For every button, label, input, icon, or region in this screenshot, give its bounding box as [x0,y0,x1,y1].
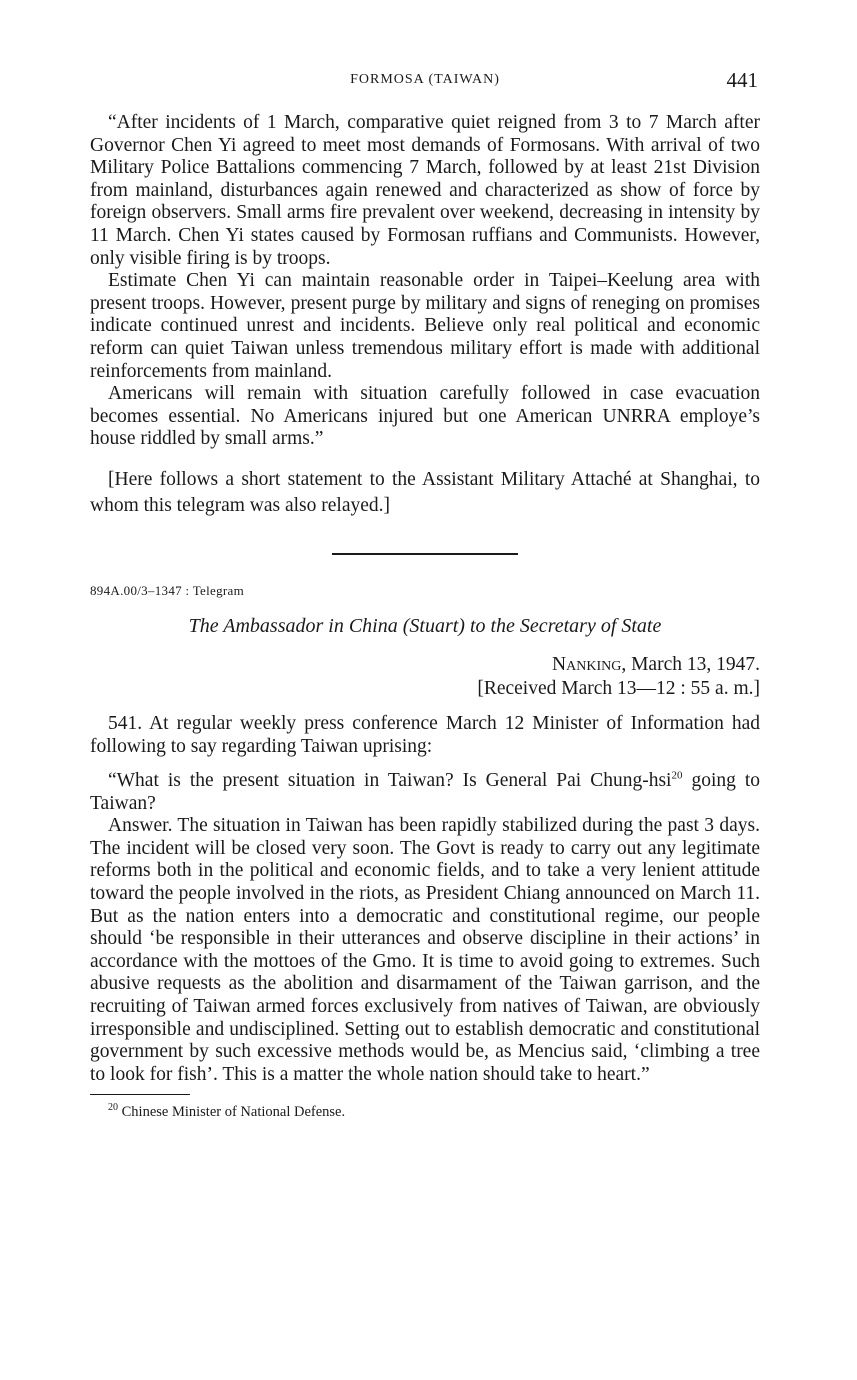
footnote-marker: 20 [108,1102,118,1114]
footnote-reference: 20 [671,769,683,782]
question-text-end: going to Taiwan? [90,770,761,814]
quoted-answer: Answer. The situation in Taiwan has been rapidly stabilized during the past 3 days. The incident will be closed very soon. The Govt is ready to carry out any legitimate reforms both in the political and economic fields, and to take a very lenient attitude toward the people involved in the riots, as President Chiang announced on March 11. But as the nation enters into a democratic and constitutional regime, our people should ‘be responsible in their utterances and observe discipline in their actions’ in accordance with the mottoes of the Gmo. It is time to avoid going to extremes. Such abusive requests as the abolition and disarmament of the Taiwan garrison, and the recruiting of Taiwan armed forces exclusively from natives of Taiwan, are obviously irresponsible and undisciplined. Setting out to establish democratic and constitutional government by such excessive methods would be, as Mencius said, ‘climbing a tree to look for fish’. This is a matter the whole nation should take to heart.” [90,815,760,1085]
telegram-paragraph: Americans will remain with situation carefully followed in case evacuation becomes essential. No Americans injured but one American UNRRA employe’s house riddled by small arms.” [90,383,760,450]
file-reference: 894A.00/3–1347 : Telegram [90,582,245,598]
footnote-divider [90,1094,190,1095]
question-text-start: “What is the present situation in Taiwan? Is General Pai Chung-hsi [108,770,672,792]
editorial-note: [Here follows a short statement to the Assistant Military Attaché at Shanghai, to whom this telegram was also relayed.] [90,468,760,516]
dateline-place: Nanking, [552,653,627,675]
telegram-intro: 541. At regular weekly press conference March 12 Minister of Information had following to say regarding Taiwan uprising: [90,712,760,757]
running-head [90,68,760,92]
telegram-paragraph: “After incidents of 1 March, comparative quiet reigned from 3 to 7 March after Governor Chen Yi agreed to meet most demands of Formosans. With arrival of two Military Police Battalions commencing 7 March, followed by at least 21st Division from mainland, disturbances again renewed and characterized as show of force by foreign observers. Small arms fire prevalent over weekend, decreasing in intensity by 11 March. Chen Yi states caused by Formosan ruffians and Communists. However, only visible firing is by troops. [90,112,760,269]
page-number: 441 [726,68,758,92]
page-body [90,112,760,1121]
dateline [90,653,760,677]
footnote-text: Chinese Minister of National Defense. [121,1104,346,1121]
footnote [90,1103,760,1121]
section-divider [332,553,518,555]
dateline-date: March 13, 1947. [631,653,760,675]
running-title: FORMOSA (TAIWAN) [350,72,500,87]
telegram-paragraph: Estimate Chen Yi can maintain reasonable order in Taipei–Keelung area with present troops. However, present purge by military and signs of reneging on promises indicate continued unrest and incidents. Believe only real political and economic reform can quiet Taiwan unless tremendous military effort is made with additional reinforcements from mainland. [90,270,760,382]
quoted-question [90,770,760,815]
received-line: [Received March 13—12 : 55 a. m.] [477,677,760,699]
document-heading: The Ambassador in China (Stuart) to the Secretary of State [188,614,662,637]
